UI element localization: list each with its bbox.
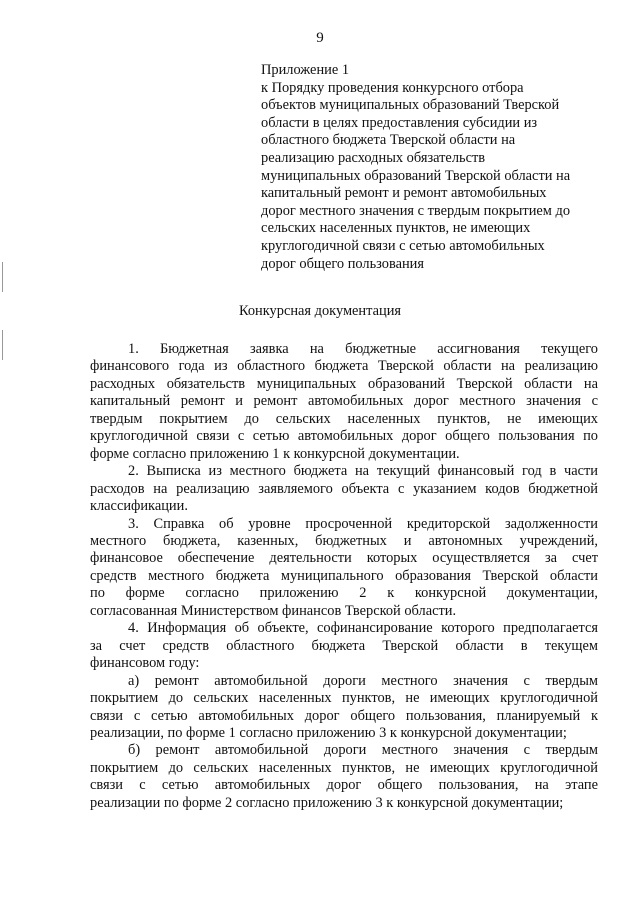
- appendix-line: областного бюджета Тверской области на: [261, 132, 516, 149]
- paragraph-line: за счет средств областного бюджета Тверской области в текущем: [90, 637, 598, 654]
- paragraph-4: [90, 620, 598, 672]
- appendix-line: объектов муниципальных образований Тверской: [261, 97, 560, 114]
- appendix-line: сельских населенных пунктов, не имеющих: [261, 220, 531, 237]
- paragraph-line: капитальный ремонт и ремонт автомобильных дорог местного значения с: [90, 393, 598, 410]
- document-body: [90, 341, 598, 812]
- paragraph-line: классификации.: [90, 498, 188, 515]
- paragraph-line: 2. Выписка из местного бюджета на текущий финансовый год в части: [128, 463, 598, 480]
- paragraph-line: связи с сетью автомобильных дорог общего пользования, на этапе: [90, 777, 598, 794]
- paragraph-1: [90, 341, 598, 463]
- paragraph-line: финансовом году:: [90, 655, 200, 672]
- paragraph-line: круглогодичной связи с сетью автомобильных дорог общего пользования по: [90, 428, 598, 445]
- scan-edge-mark: [2, 330, 3, 360]
- paragraph-line: форме согласно приложению 1 к конкурсной документации.: [90, 445, 460, 462]
- appendix-line: дорог местного значения с твердым покрытием до: [261, 202, 571, 219]
- paragraph-line: средств местного бюджета муниципального образования Тверской области: [90, 567, 598, 584]
- paragraph-line: покрытием до сельских населенных пунктов, не имеющих круглогодичной: [90, 759, 598, 776]
- scan-edge-mark: [2, 262, 3, 292]
- appendix-line: Приложение 1: [261, 62, 350, 78]
- page-number: 9: [316, 30, 324, 46]
- paragraph-line: по форме согласно приложению 2 к конкурсной документации,: [90, 585, 598, 602]
- paragraph-line: согласованная Министерством финансов Тверской области.: [90, 602, 457, 619]
- appendix-line: дорог общего пользования: [261, 255, 424, 272]
- appendix-line: реализацию расходных обязательств: [261, 149, 486, 166]
- paragraph-line: финансового года из областного бюджета Тверской области на реализацию: [90, 358, 598, 375]
- appendix-header: [261, 62, 606, 273]
- paragraph-line: местного бюджета, казенных, бюджетных и автономных учреждений,: [90, 532, 598, 549]
- document-title: Конкурсная документация: [238, 303, 402, 319]
- paragraph-4b: [90, 742, 598, 812]
- appendix-line: муниципальных образований Тверской области на: [261, 167, 571, 184]
- paragraph-2: [90, 463, 598, 515]
- paragraph-line: реализации по форме 2 согласно приложению 3 к конкурсной документации;: [90, 794, 564, 811]
- appendix-line: капитальный ремонт и ремонт автомобильных: [261, 185, 547, 202]
- paragraph-line: покрытием до сельских населенных пунктов, не имеющих круглогодичной: [90, 690, 598, 707]
- paragraph-3: [90, 516, 598, 621]
- appendix-line: к Порядку проведения конкурсного отбора: [261, 79, 524, 96]
- appendix-line: круглогодичной связи с сетью автомобильных: [261, 237, 545, 254]
- paragraph-line: 3. Справка об уровне просроченной кредиторской задолженности: [128, 515, 598, 532]
- paragraph-line: твердым покрытием до сельских населенных пунктов, не имеющих: [90, 410, 598, 427]
- paragraph-4a: [90, 673, 598, 743]
- paragraph-line: б) ремонт автомобильной дороги местного значения с твердым: [128, 742, 598, 759]
- paragraph-line: расходов на реализацию заявляемого объекта с указанием кодов бюджетной: [90, 480, 598, 497]
- paragraph-line: реализации, по форме 1 согласно приложению 3 к конкурсной документации;: [90, 724, 567, 741]
- paragraph-line: расходных обязательств муниципальных образований Тверской области на: [90, 375, 598, 392]
- paragraph-line: 4. Информация об объекте, софинансирование которого предполагается: [128, 620, 598, 637]
- paragraph-line: 1. Бюджетная заявка на бюджетные ассигнования текущего: [128, 341, 598, 357]
- appendix-line: области в целях предоставления субсидии из: [261, 114, 538, 131]
- paragraph-line: связи с сетью автомобильных дорог общего пользования, планируемый к: [90, 707, 598, 724]
- paragraph-line: а) ремонт автомобильной дороги местного значения с твердым: [128, 672, 598, 689]
- paragraph-line: финансовое обеспечение деятельности которых осуществляется за счет: [90, 550, 598, 567]
